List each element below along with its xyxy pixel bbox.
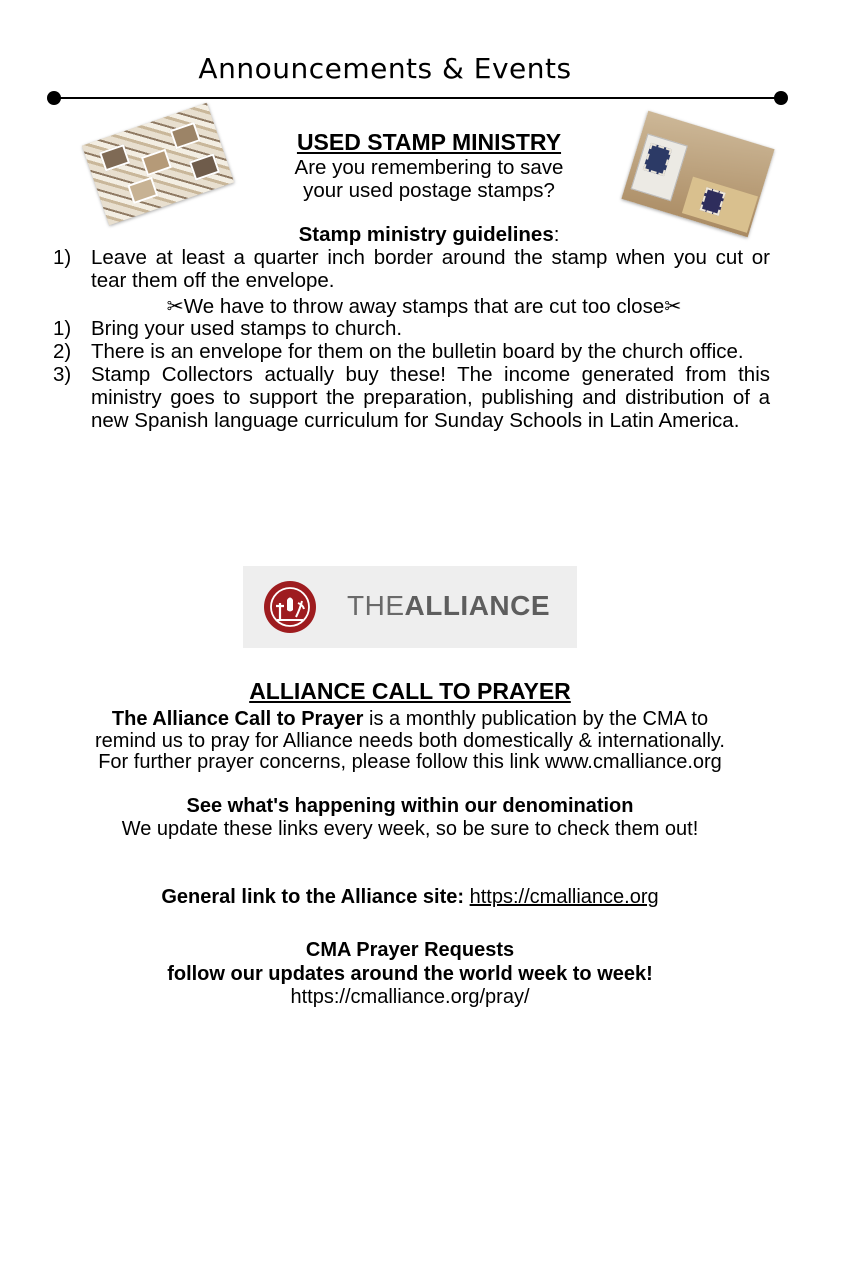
list-item-number: 2) [53, 340, 72, 363]
list-item [53, 246, 770, 292]
stamp-shape [141, 149, 172, 176]
guidelines-list-a [53, 246, 770, 292]
header-rule [54, 97, 781, 99]
stamp-subtitle-line2: your used postage stamps? [303, 179, 555, 202]
stamp-subtitle-line1: Are you remembering to save [294, 156, 564, 179]
stamp-ministry-header [200, 129, 658, 202]
call-to-prayer-title: ALLIANCE CALL TO PRAYER [249, 678, 571, 704]
prayer-line-1-rest: is a monthly publication by the CMA to [363, 708, 709, 730]
list-item-number: 1) [53, 317, 72, 340]
list-item [53, 340, 770, 363]
guidelines-label: Stamp ministry guidelines [298, 223, 554, 246]
guidelines-list-b [53, 317, 770, 432]
stamp-shape [170, 122, 201, 149]
call-to-prayer-body [0, 709, 820, 774]
list-item [53, 317, 770, 340]
list-item-number: 1) [53, 246, 72, 269]
wordmark-the: THE [347, 590, 405, 621]
stamp-ministry-title: USED STAMP MINISTRY [296, 129, 562, 155]
guidelines-colon: : [553, 223, 560, 246]
guidelines-heading [200, 223, 658, 246]
list-item-text: There is an envelope for them on the bulletin board by the church office. [91, 340, 744, 363]
prayer-lead: The Alliance Call to Prayer [111, 708, 364, 730]
stamp-shape [99, 144, 130, 171]
alliance-seal-icon [262, 579, 318, 635]
prayer-requests-subtitle: follow our updates around the world week to week! [167, 963, 653, 985]
stamp-shape [127, 177, 158, 204]
list-item-text: Stamp Collectors actually buy these! The income generated from this ministry goes to support the preparation, publishing and distribution of a new Spanish language curriculum for Sunday Schools in Latin America. [91, 363, 770, 432]
page-title: Announcements & Events [198, 52, 572, 85]
list-item-number: 3) [53, 363, 72, 386]
list-item [53, 363, 770, 432]
alliance-logo [243, 566, 577, 648]
prayer-requests-link[interactable]: https://cmalliance.org/pray/ [290, 986, 530, 1008]
general-link-label: General link to the Alliance site: [161, 886, 465, 908]
alliance-site-link[interactable]: https://cmalliance.org [469, 886, 659, 908]
alliance-wordmark [347, 590, 550, 622]
prayer-line-1 [0, 709, 820, 731]
denomination-heading: See what's happening within our denomination [186, 795, 634, 817]
prayer-requests-title: CMA Prayer Requests [305, 939, 515, 961]
list-item-text: Bring your used stamps to church. [91, 317, 403, 340]
denomination-body: We update these links every week, so be sure to check them out! [121, 818, 699, 840]
list-item-text: Leave at least a quarter inch border around the stamp when you cut or tear them off the envelope. [91, 246, 770, 292]
general-link-line [0, 887, 820, 909]
rule-endpoint-right [774, 91, 788, 105]
prayer-line-3: For further prayer concerns, please follow this link www.cmalliance.org [98, 751, 722, 773]
cut-warning-note: ✂We have to throw away stamps that are cut too close✂ [166, 295, 682, 318]
wordmark-alliance: ALLIANCE [404, 590, 551, 621]
prayer-line-2: remind us to pray for Alliance needs both domestically & internationally. [95, 729, 725, 752]
